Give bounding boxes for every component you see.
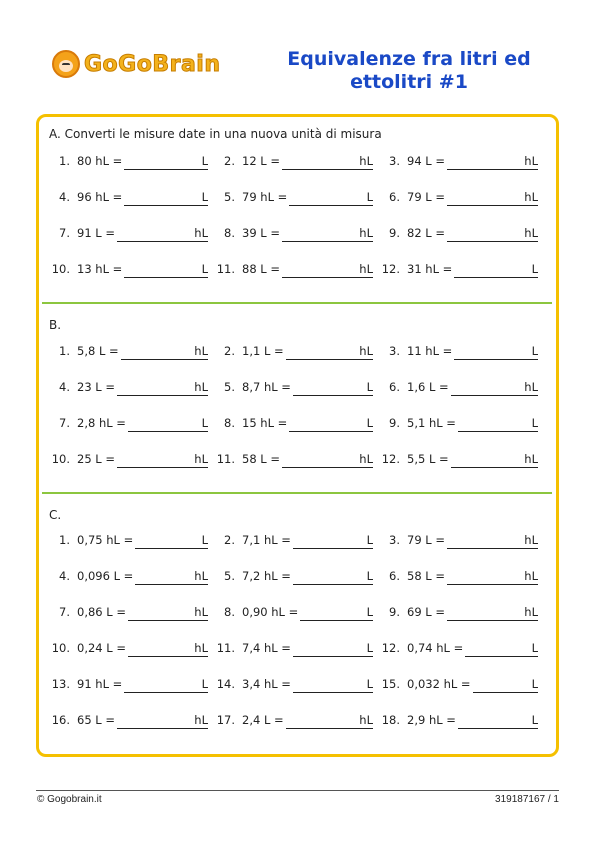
worksheet-title: [250, 48, 568, 94]
section-divider: [42, 492, 552, 494]
exercise-number: 3.: [389, 154, 400, 168]
target-unit: L: [366, 677, 373, 691]
target-unit: hL: [524, 605, 538, 619]
target-unit: hL: [359, 344, 373, 358]
footer-page-id: 319187167 / 1: [495, 794, 559, 805]
exercise-number: 17.: [216, 713, 235, 727]
exercise-expression: 0,86 L =: [77, 605, 126, 619]
exercise-expression: 0,032 hL =: [407, 677, 471, 691]
exercise-item: [213, 713, 373, 731]
target-unit: hL: [524, 226, 538, 240]
answer-line[interactable]: [289, 205, 373, 206]
answer-line[interactable]: [286, 359, 373, 360]
target-unit: L: [531, 641, 538, 655]
answer-line[interactable]: [117, 395, 208, 396]
answer-line[interactable]: [124, 692, 208, 693]
target-unit: hL: [194, 344, 208, 358]
answer-line[interactable]: [121, 359, 208, 360]
answer-line[interactable]: [465, 656, 538, 657]
exercise-expression: 0,75 hL =: [77, 533, 134, 547]
exercise-item: [378, 380, 538, 398]
target-unit: L: [201, 416, 208, 430]
exercise-number: 8.: [224, 226, 235, 240]
exercise-expression: 7,2 hL =: [242, 569, 291, 583]
exercise-item: [213, 677, 373, 695]
exercise-item: [48, 713, 208, 731]
answer-line[interactable]: [451, 395, 538, 396]
exercise-expression: 0,096 L =: [77, 569, 134, 583]
answer-line[interactable]: [447, 548, 538, 549]
target-unit: L: [201, 262, 208, 276]
exercise-expression: 69 L =: [407, 605, 445, 619]
exercise-number: 9.: [389, 416, 400, 430]
exercise-expression: 1,1 L =: [242, 344, 284, 358]
target-unit: L: [366, 190, 373, 204]
exercise-number: 12.: [381, 641, 400, 655]
section-heading: A. Converti le misure date in una nuova unità di misura: [49, 127, 382, 141]
exercise-expression: 79 L =: [407, 190, 445, 204]
exercise-expression: 91 hL =: [77, 677, 123, 691]
exercise-expression: 25 L =: [77, 452, 115, 466]
target-unit: L: [366, 533, 373, 547]
exercise-expression: 0,74 hL =: [407, 641, 464, 655]
answer-line[interactable]: [117, 728, 208, 729]
target-unit: hL: [524, 533, 538, 547]
exercise-expression: 58 L =: [407, 569, 445, 583]
exercise-item: [48, 641, 208, 659]
section-heading: C.: [49, 508, 62, 522]
exercise-item: [378, 154, 538, 172]
exercise-number: 1.: [59, 533, 70, 547]
exercise-number: 9.: [389, 226, 400, 240]
exercise-number: 1.: [59, 154, 70, 168]
target-unit: hL: [524, 380, 538, 394]
exercise-item: [213, 416, 373, 434]
answer-line[interactable]: [117, 241, 208, 242]
exercise-item: [213, 452, 373, 470]
answer-line[interactable]: [124, 205, 208, 206]
exercise-item: [213, 380, 373, 398]
exercise-item: [378, 452, 538, 470]
answer-line[interactable]: [451, 467, 538, 468]
exercise-number: 6.: [389, 190, 400, 204]
page-header: [0, 0, 595, 110]
answer-line[interactable]: [454, 359, 538, 360]
exercise-item: [48, 190, 208, 208]
exercise-number: 2.: [224, 533, 235, 547]
exercise-number: 3.: [389, 533, 400, 547]
mascot-icon: [52, 50, 80, 78]
exercise-item: [48, 344, 208, 362]
target-unit: hL: [359, 154, 373, 168]
answer-line[interactable]: [293, 584, 373, 585]
exercise-expression: 58 L =: [242, 452, 280, 466]
answer-line[interactable]: [293, 395, 373, 396]
exercise-number: 4.: [59, 569, 70, 583]
exercise-expression: 80 hL =: [77, 154, 123, 168]
exercise-expression: 39 L =: [242, 226, 280, 240]
title-line-2: ettolitri #1: [350, 71, 468, 93]
exercise-number: 11.: [216, 262, 235, 276]
target-unit: hL: [194, 569, 208, 583]
answer-line[interactable]: [300, 620, 373, 621]
exercise-item: [48, 569, 208, 587]
section-heading: B.: [49, 318, 62, 332]
target-unit: hL: [194, 226, 208, 240]
exercise-item: [378, 344, 538, 362]
answer-line[interactable]: [447, 620, 538, 621]
target-unit: L: [366, 641, 373, 655]
exercise-expression: 7,1 hL =: [242, 533, 291, 547]
target-unit: L: [201, 154, 208, 168]
exercise-expression: 12 L =: [242, 154, 280, 168]
exercise-number: 4.: [59, 190, 70, 204]
exercise-expression: 1,6 L =: [407, 380, 449, 394]
exercise-expression: 5,1 hL =: [407, 416, 456, 430]
logo-text: GoGoBrain: [84, 51, 221, 77]
exercise-number: 12.: [381, 452, 400, 466]
exercise-item: [213, 533, 373, 551]
worksheet-frame: [36, 114, 559, 757]
exercise-number: 13.: [51, 677, 70, 691]
exercise-expression: 94 L =: [407, 154, 445, 168]
exercise-expression: 0,24 L =: [77, 641, 126, 655]
answer-line[interactable]: [458, 728, 538, 729]
exercise-item: [378, 713, 538, 731]
exercise-item: [378, 569, 538, 587]
answer-line[interactable]: [447, 205, 538, 206]
exercise-item: [378, 641, 538, 659]
exercise-number: 10.: [51, 452, 70, 466]
exercise-item: [213, 344, 373, 362]
exercise-expression: 2,9 hL =: [407, 713, 456, 727]
exercise-expression: 15 hL =: [242, 416, 288, 430]
exercise-number: 7.: [59, 605, 70, 619]
answer-line[interactable]: [286, 728, 373, 729]
target-unit: L: [531, 677, 538, 691]
answer-line[interactable]: [293, 692, 373, 693]
exercise-number: 5.: [224, 569, 235, 583]
exercise-number: 8.: [224, 416, 235, 430]
exercise-item: [48, 380, 208, 398]
exercise-number: 5.: [224, 190, 235, 204]
exercise-number: 15.: [381, 677, 400, 691]
exercise-expression: 31 hL =: [407, 262, 453, 276]
exercise-number: 2.: [224, 344, 235, 358]
exercise-expression: 2,4 L =: [242, 713, 284, 727]
answer-line[interactable]: [473, 692, 538, 693]
exercise-item: [48, 262, 208, 280]
footer-copyright: © Gogobrain.it: [37, 794, 102, 805]
exercise-number: 6.: [389, 380, 400, 394]
target-unit: L: [531, 416, 538, 430]
exercise-number: 7.: [59, 226, 70, 240]
answer-line[interactable]: [128, 656, 208, 657]
exercise-number: 10.: [51, 262, 70, 276]
title-line-1: Equivalenze fra litri ed: [287, 48, 531, 70]
answer-line[interactable]: [447, 584, 538, 585]
target-unit: L: [201, 190, 208, 204]
target-unit: hL: [524, 154, 538, 168]
exercise-expression: 3,4 hL =: [242, 677, 291, 691]
exercise-number: 10.: [51, 641, 70, 655]
exercise-item: [213, 190, 373, 208]
answer-line[interactable]: [135, 548, 208, 549]
answer-line[interactable]: [124, 277, 208, 278]
answer-line[interactable]: [124, 169, 208, 170]
exercise-number: 14.: [216, 677, 235, 691]
exercise-item: [213, 605, 373, 623]
target-unit: hL: [359, 713, 373, 727]
answer-line[interactable]: [447, 241, 538, 242]
exercise-item: [213, 262, 373, 280]
target-unit: L: [531, 713, 538, 727]
exercise-number: 7.: [59, 416, 70, 430]
answer-line[interactable]: [282, 467, 373, 468]
target-unit: L: [201, 533, 208, 547]
exercise-expression: 23 L =: [77, 380, 115, 394]
target-unit: L: [201, 677, 208, 691]
exercise-item: [213, 569, 373, 587]
section-divider: [42, 302, 552, 304]
exercise-item: [378, 416, 538, 434]
target-unit: L: [531, 344, 538, 358]
exercise-item: [378, 605, 538, 623]
exercise-number: 12.: [381, 262, 400, 276]
answer-line[interactable]: [282, 169, 373, 170]
exercise-number: 4.: [59, 380, 70, 394]
target-unit: L: [366, 569, 373, 583]
exercise-expression: 88 L =: [242, 262, 280, 276]
answer-line[interactable]: [447, 169, 538, 170]
target-unit: hL: [194, 605, 208, 619]
target-unit: hL: [524, 190, 538, 204]
answer-line[interactable]: [282, 241, 373, 242]
answer-line[interactable]: [293, 548, 373, 549]
exercise-item: [48, 605, 208, 623]
exercise-item: [48, 452, 208, 470]
exercise-item: [378, 533, 538, 551]
exercise-expression: 5,5 L =: [407, 452, 449, 466]
exercise-expression: 79 L =: [407, 533, 445, 547]
answer-line[interactable]: [135, 584, 208, 585]
target-unit: hL: [524, 569, 538, 583]
target-unit: hL: [194, 713, 208, 727]
exercise-expression: 7,4 hL =: [242, 641, 291, 655]
target-unit: L: [366, 380, 373, 394]
exercise-expression: 2,8 hL =: [77, 416, 126, 430]
exercise-number: 18.: [381, 713, 400, 727]
exercise-expression: 11 hL =: [407, 344, 453, 358]
exercise-number: 8.: [224, 605, 235, 619]
exercise-expression: 5,8 L =: [77, 344, 119, 358]
answer-line[interactable]: [458, 431, 538, 432]
target-unit: hL: [359, 262, 373, 276]
exercise-number: 6.: [389, 569, 400, 583]
exercise-item: [213, 154, 373, 172]
exercise-expression: 79 hL =: [242, 190, 288, 204]
exercise-expression: 65 L =: [77, 713, 115, 727]
exercise-number: 11.: [216, 452, 235, 466]
exercise-number: 5.: [224, 380, 235, 394]
exercise-item: [48, 154, 208, 172]
answer-line[interactable]: [128, 431, 208, 432]
exercise-number: 3.: [389, 344, 400, 358]
answer-line[interactable]: [289, 431, 373, 432]
exercise-expression: 13 hL =: [77, 262, 123, 276]
target-unit: hL: [194, 452, 208, 466]
exercise-item: [48, 416, 208, 434]
target-unit: L: [366, 605, 373, 619]
exercise-number: 11.: [216, 641, 235, 655]
exercise-number: 9.: [389, 605, 400, 619]
gogobrain-logo: [52, 46, 232, 82]
exercise-item: [213, 226, 373, 244]
target-unit: hL: [194, 380, 208, 394]
footer-rule: [36, 790, 559, 791]
target-unit: L: [531, 262, 538, 276]
answer-line[interactable]: [117, 467, 208, 468]
exercise-item: [213, 641, 373, 659]
answer-line[interactable]: [454, 277, 538, 278]
exercise-item: [378, 262, 538, 280]
exercise-item: [48, 226, 208, 244]
exercise-item: [378, 226, 538, 244]
exercise-item: [378, 677, 538, 695]
target-unit: hL: [359, 226, 373, 240]
answer-line[interactable]: [282, 277, 373, 278]
exercise-expression: 96 hL =: [77, 190, 123, 204]
exercise-item: [48, 677, 208, 695]
exercise-number: 2.: [224, 154, 235, 168]
target-unit: L: [366, 416, 373, 430]
exercise-item: [48, 533, 208, 551]
exercise-number: 1.: [59, 344, 70, 358]
answer-line[interactable]: [293, 656, 373, 657]
target-unit: hL: [359, 452, 373, 466]
exercise-expression: 0,90 hL =: [242, 605, 299, 619]
answer-line[interactable]: [128, 620, 208, 621]
target-unit: hL: [194, 641, 208, 655]
exercise-item: [378, 190, 538, 208]
target-unit: hL: [524, 452, 538, 466]
exercise-expression: 8,7 hL =: [242, 380, 291, 394]
exercise-expression: 82 L =: [407, 226, 445, 240]
exercise-number: 16.: [51, 713, 70, 727]
exercise-expression: 91 L =: [77, 226, 115, 240]
